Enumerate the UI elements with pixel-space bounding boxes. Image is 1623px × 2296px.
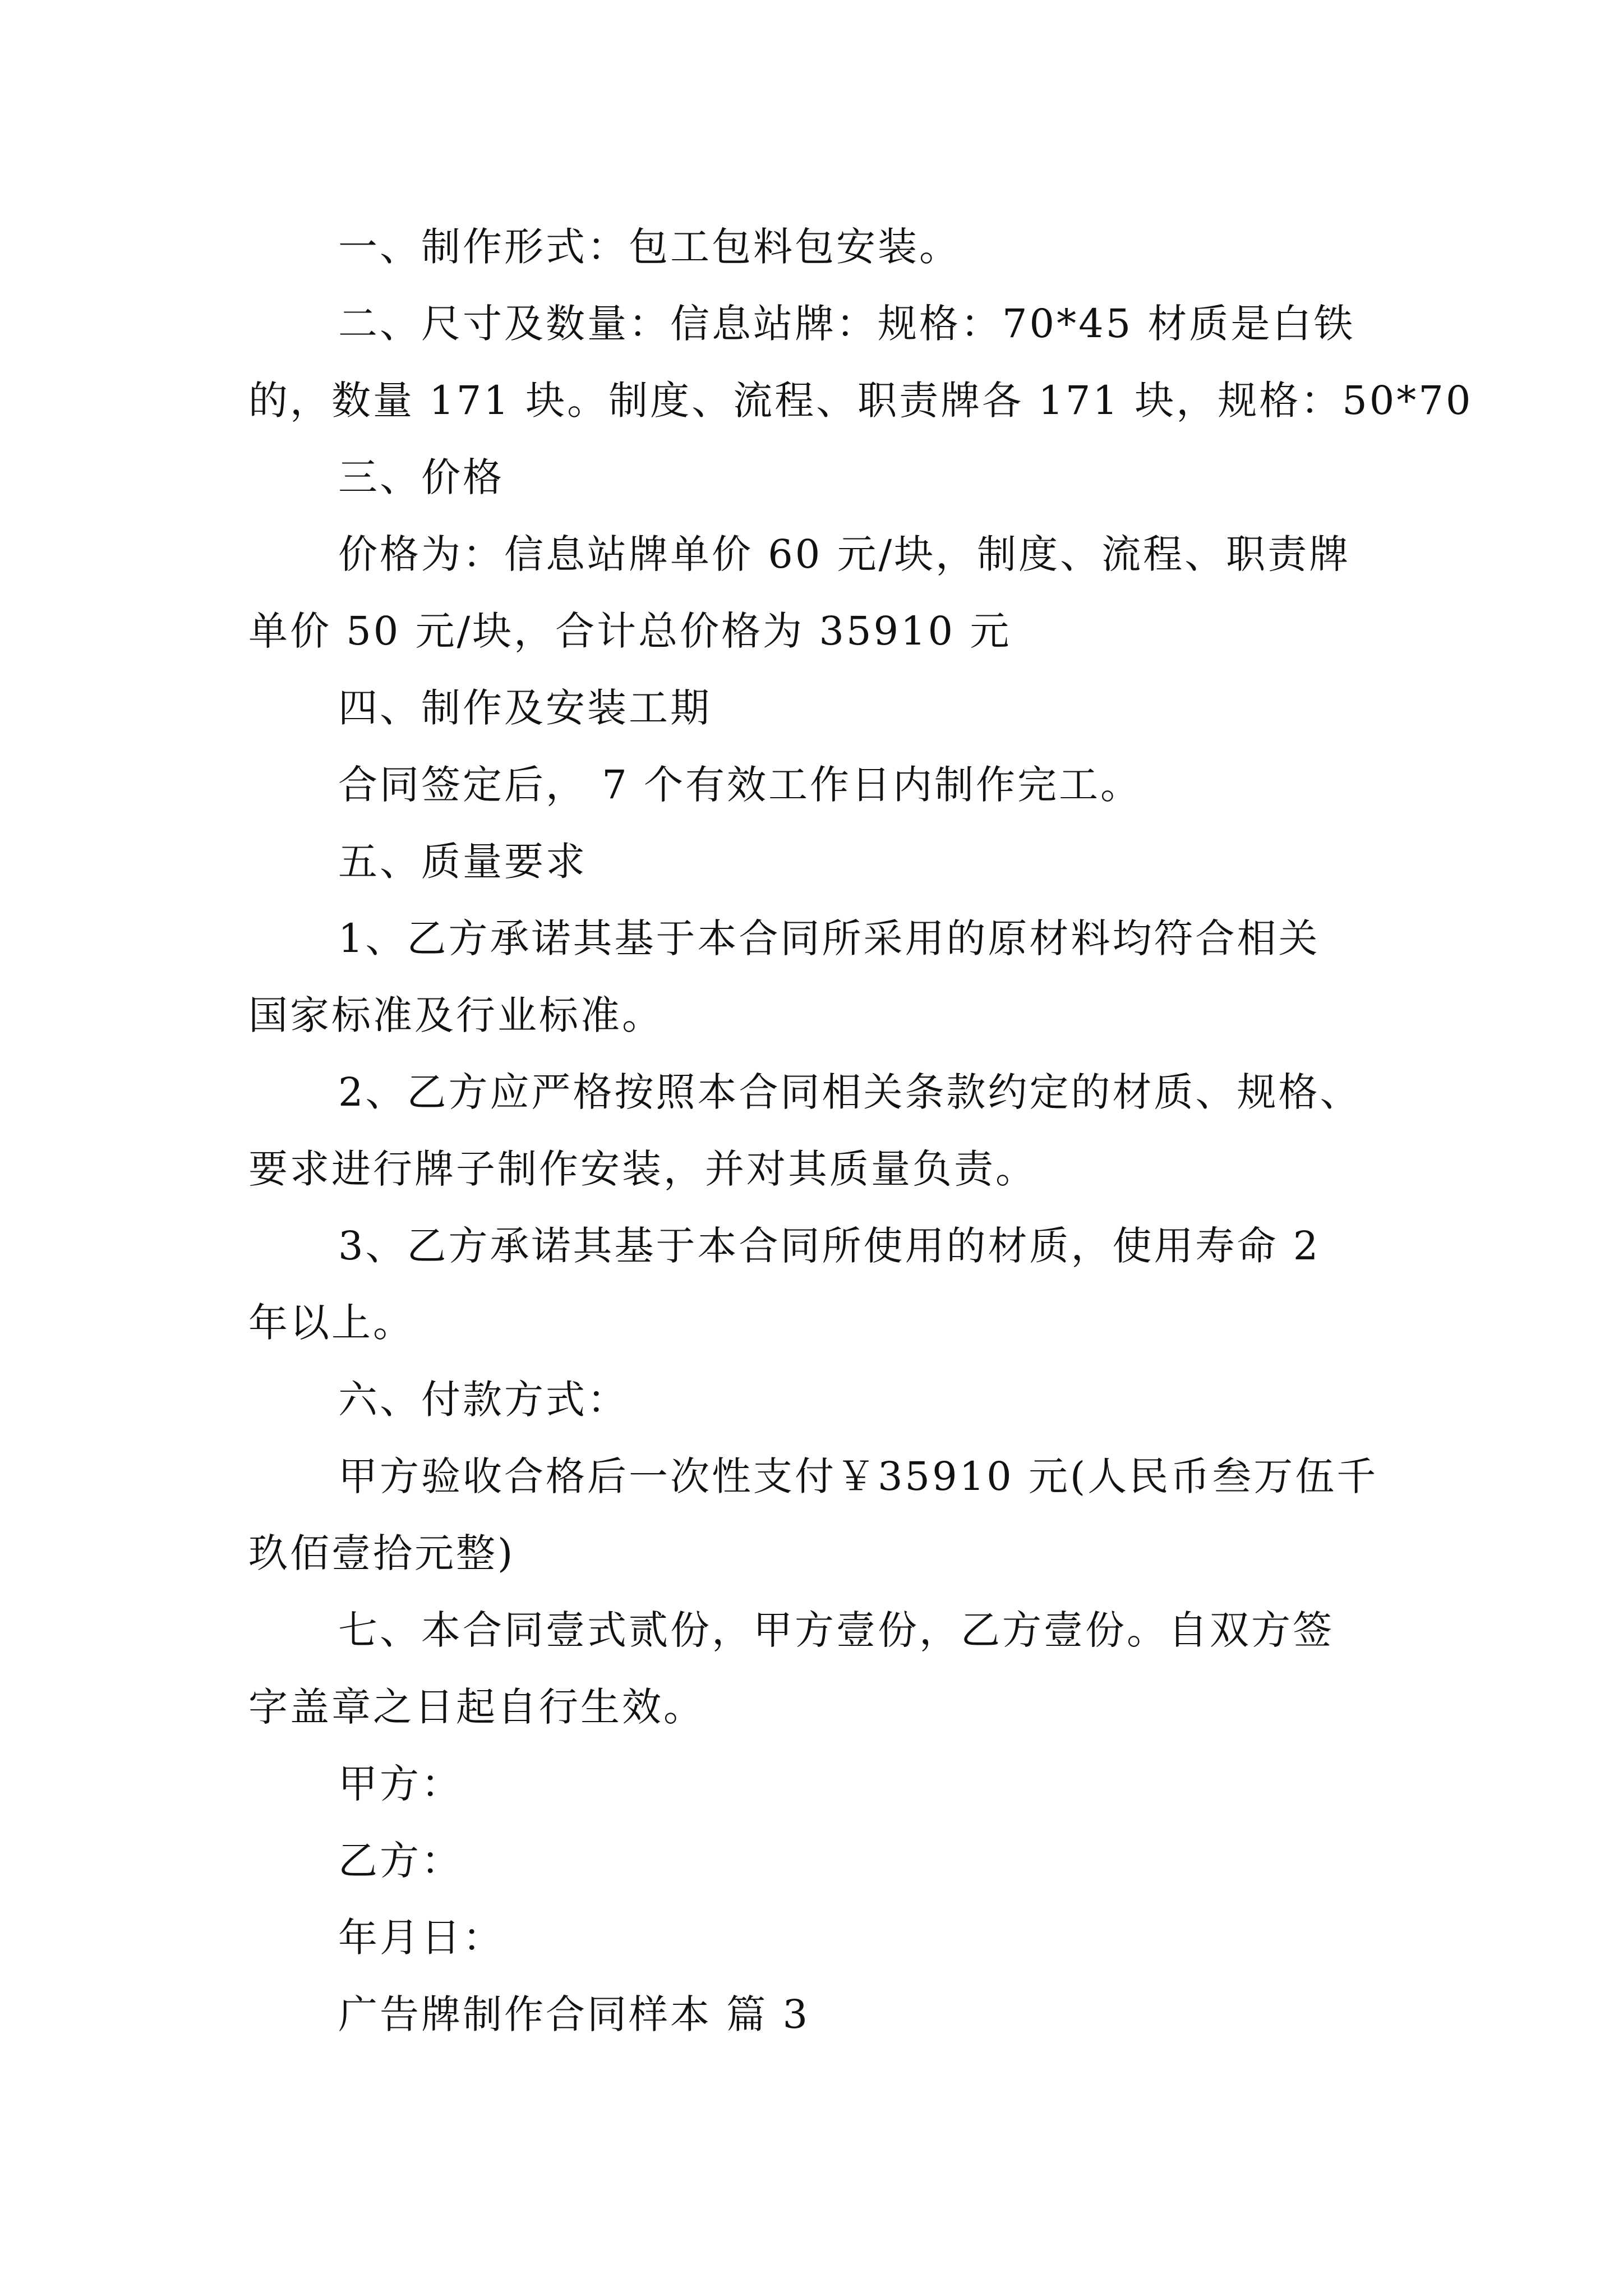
party-b-label: 乙方： <box>338 1838 463 1884</box>
text-line: 七、本合同壹式贰份，甲方壹份，乙方壹份。自双方签 <box>338 1607 1334 1653</box>
party-a-label: 甲方： <box>338 1761 463 1807</box>
text-line: 2、乙方应严格按照本合同相关条款约定的材质、规格、 <box>338 1069 1362 1115</box>
text-line: 字盖章之日起自行生效。 <box>248 1684 705 1730</box>
section-heading: 三、价格 <box>338 454 504 500</box>
section-heading: 五、质量要求 <box>338 839 587 885</box>
next-section-title: 广告牌制作合同样本 篇 3 <box>338 1991 810 2037</box>
text-line: 合同签定后， 7 个有效工作日内制作完工。 <box>338 762 1142 808</box>
section-heading: 六、付款方式： <box>338 1377 629 1423</box>
text-line: 一、制作形式：包工包料包安装。 <box>338 224 961 270</box>
text-line: 要求进行牌子制作安装，并对其质量负责。 <box>248 1146 1037 1192</box>
text-line: 二、尺寸及数量：信息站牌：规格：70*45 材质是白铁 <box>338 301 1355 347</box>
text-line: 3、乙方承诺其基于本合同所使用的材质，使用寿命 2 <box>338 1223 1321 1269</box>
text-line: 玖佰壹拾元整) <box>248 1530 515 1576</box>
text-line: 单价 50 元/块，合计总价格为 35910 元 <box>248 608 1012 654</box>
document-body <box>248 209 1473 2053</box>
date-label: 年月日： <box>338 1915 504 1961</box>
text-line: 的，数量 171 块。制度、流程、职责牌各 171 块，规格：50*70 <box>248 378 1473 424</box>
text-line: 1、乙方承诺其基于本合同所采用的原材料均符合相关 <box>338 915 1320 961</box>
document-text <box>248 209 1473 2053</box>
section-heading: 四、制作及安装工期 <box>338 685 712 731</box>
text-line: 甲方验收合格后一次性支付￥35910 元(人民币叁万伍千 <box>338 1453 1378 1499</box>
text-line: 价格为：信息站牌单价 60 元/块，制度、流程、职责牌 <box>338 531 1351 577</box>
text-line: 国家标准及行业标准。 <box>248 992 663 1038</box>
text-line: 年以上。 <box>248 1300 414 1346</box>
